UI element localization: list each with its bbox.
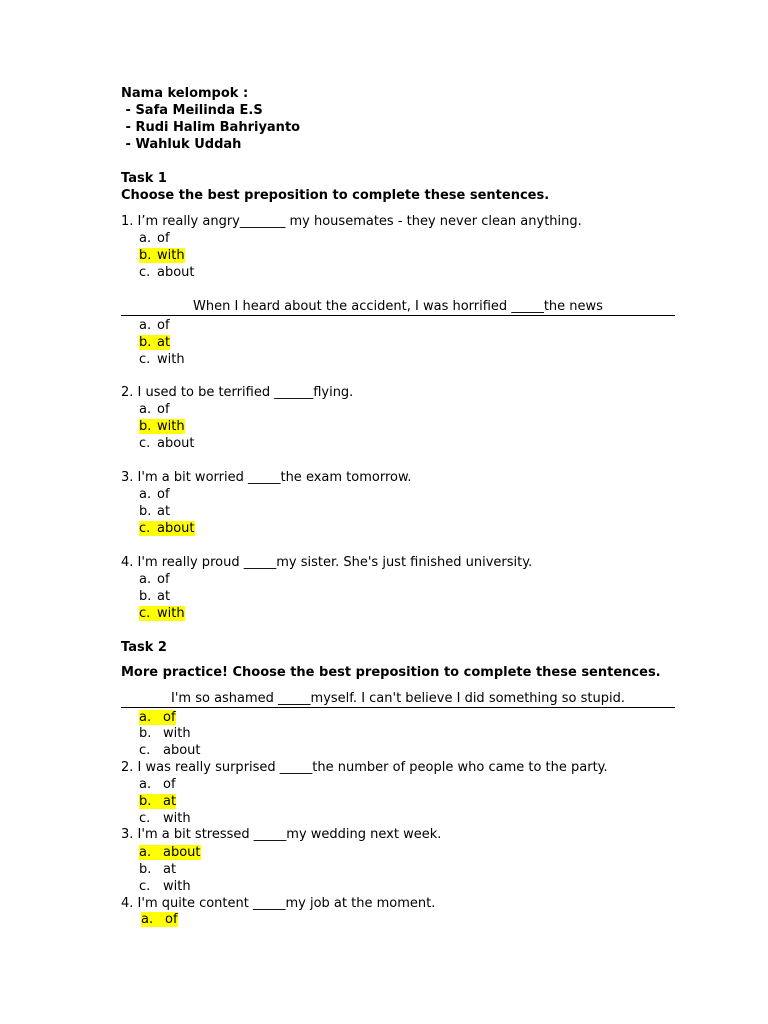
answer-option [139,589,170,605]
option-label: b. [139,504,152,519]
option-text: about [157,265,195,280]
option-text: at [163,862,177,877]
option-text: with [157,606,185,621]
group-label: Nama kelompok : [121,86,249,101]
option-text: with [163,879,191,894]
question-text: I'm so ashamed _____myself. I can't believe I did something so stupid. [171,691,625,706]
option-text: of [165,912,178,927]
divider [121,707,675,708]
option-label: b. [139,794,152,809]
question-text: When I heard about the accident, I was horrified _____the news [193,299,603,314]
answer-option-selected [139,335,170,351]
option-text: of [157,231,170,246]
option-label: a. [139,402,152,417]
task1-title: Task 1 [121,171,167,186]
answer-option-selected [139,248,185,264]
option-text: at [157,335,171,350]
option-label: a. [141,912,154,927]
option-label: c. [139,265,151,280]
answer-option [139,743,201,759]
member-name: - Wahluk Uddah [121,137,242,152]
answer-option [139,265,195,281]
task1-instruction: Choose the best preposition to complete these sentences. [121,188,550,203]
answer-option [139,318,170,334]
option-label: a. [139,487,152,502]
answer-option [139,726,191,742]
member-name: - Rudi Halim Bahriyanto [121,120,301,135]
answer-option-selected [139,710,176,726]
answer-option [139,811,191,827]
option-text: with [157,248,185,263]
option-text: of [163,777,176,792]
answer-option [139,777,176,793]
option-text: of [157,402,170,417]
option-text: with [157,352,185,367]
option-label: a. [139,231,152,246]
option-text: about [157,521,195,536]
option-label: b. [139,335,152,350]
option-text: of [157,487,170,502]
answer-option [139,402,170,418]
answer-option [139,879,191,895]
answer-option [139,487,170,503]
option-label: c. [139,879,151,894]
option-label: c. [139,521,151,536]
answer-option [139,862,176,878]
divider [121,315,675,316]
answer-option [139,572,170,588]
answer-option-selected [139,521,195,537]
option-text: about [163,743,201,758]
task2-title: Task 2 [121,640,167,655]
question-text: 2. I used to be terrified ______flying. [121,385,354,400]
answer-option-selected [139,419,185,435]
option-text: at [157,504,171,519]
option-label: a. [139,572,152,587]
answer-option [139,504,170,520]
option-label: c. [139,606,151,621]
option-label: a. [139,777,152,792]
question-text: 2. I was really surprised _____the number of people who came to the party. [121,760,608,775]
option-text: about [163,845,201,860]
question-text: 4. I'm really proud _____my sister. She's just finished university. [121,555,533,570]
answer-option-selected [139,794,176,810]
answer-option-selected [141,912,178,928]
answer-option-selected [139,845,201,861]
option-text: of [157,318,170,333]
question-text: 3. I'm a bit stressed _____my wedding next week. [121,827,442,842]
member-name: - Safa Meilinda E.S [121,103,263,118]
option-label: b. [139,248,152,263]
task2-instruction: More practice! Choose the best preposition to complete these sentences. [121,665,661,680]
option-text: with [163,811,191,826]
answer-option [139,352,185,368]
option-label: c. [139,436,151,451]
answer-option [139,436,195,452]
question-text: 3. I'm a bit worried _____the exam tomorrow. [121,470,412,485]
option-label: b. [139,419,152,434]
option-label: c. [139,811,151,826]
question-text: 1. I’m really angry_______ my housemates - they never clean anything. [121,214,582,229]
option-label: a. [139,845,152,860]
option-label: b. [139,589,152,604]
option-text: with [157,419,185,434]
option-text: of [163,710,176,725]
option-label: c. [139,743,151,758]
option-label: b. [139,726,152,741]
option-text: about [157,436,195,451]
option-text: of [157,572,170,587]
option-label: a. [139,318,152,333]
answer-option [139,231,170,247]
option-label: c. [139,352,151,367]
option-text: at [157,589,171,604]
option-text: with [163,726,191,741]
option-label: a. [139,710,152,725]
question-text: 4. I'm quite content _____my job at the moment. [121,896,436,911]
option-text: at [163,794,177,809]
option-label: b. [139,862,152,877]
answer-option-selected [139,606,185,622]
